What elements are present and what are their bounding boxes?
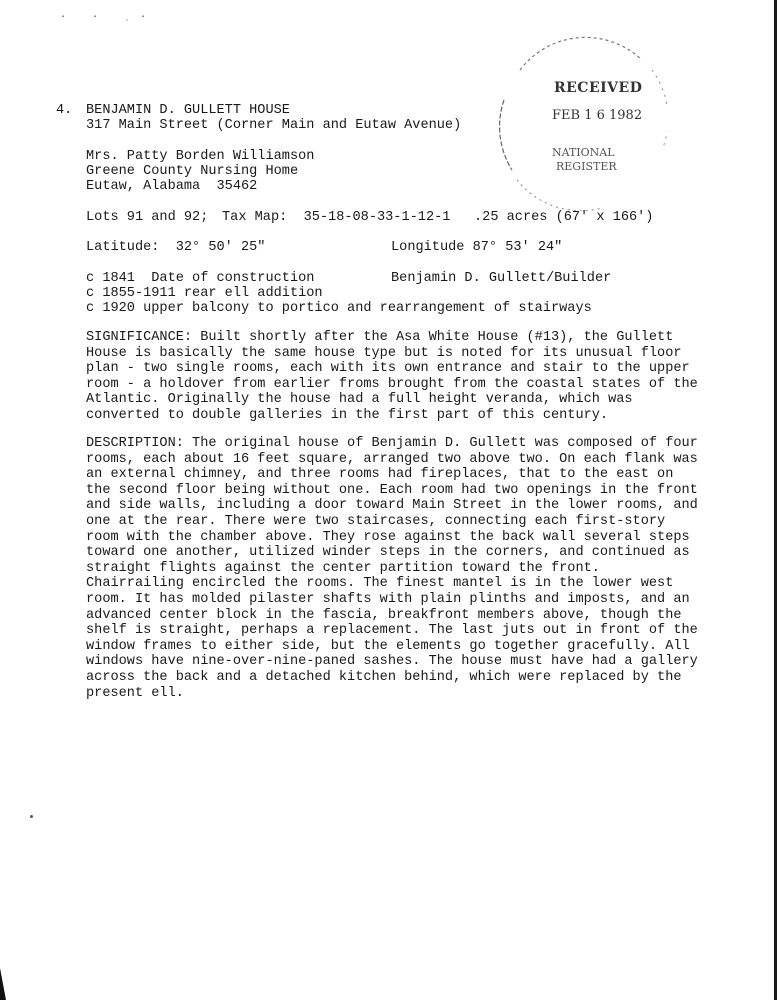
latitude: Latitude: 32° 50' 25"	[86, 240, 266, 255]
stamp-register: REGISTER	[556, 160, 617, 173]
owner-city: Eutaw, Alabama 35462	[86, 179, 258, 194]
entry-title: BENJAMIN D. GULLETT HOUSE	[86, 103, 290, 118]
stamp-national: NATIONAL	[552, 146, 615, 159]
stamp-received: RECEIVED	[554, 80, 643, 96]
significance-paragraph: SIGNIFICANCE: Built shortly after the Asa White House (#13), the Gullett House is basically the same house type but is noted for its unusual floor plan - two single rooms, each with its own entrance and stair to the upper room - a holdover from earlier froms brought from the coastal states of the Atlantic. Originally the house had a full height veranda, which was converted to double galleries in the first part of this century.	[86, 330, 698, 423]
description-paragraph: DESCRIPTION: The original house of Benjamin D. Gullett was composed of four rooms, each about 16 feet square, arranged two above two. On each flank was an external chimney, and three rooms had fireplaces, that to the east on the second floor being without one. Each room had two openings in the front and side walls, including a door toward Main Street in the lower rooms, and one at the rear. There were two staircases, connecting each first-story room with the chamber above. They rose against the back wall several steps toward one another, utilized winder steps in the corners, and continued as straight flights against the center partition toward the front. Chairrailing encircled the rooms. The finest mantel is in the lower west room. It has molded pilaster shafts with plain plinths and imposts, and an advanced center block in the fascia, breakfront members above, though the shelf is straight, perhaps a replacement. The last juts out in front of the window frames to either side, but the elements go together gracefully. All windows have nine-over-nine-paned sashes. The house must have had a gallery across the back and a detached kitchen behind, which were replaced by the present ell.	[86, 436, 698, 701]
owner-org: Greene County Nursing Home	[86, 164, 299, 179]
acreage: .25 acres (67' x 166')	[474, 210, 654, 225]
owner-name: Mrs. Patty Borden Williamson	[86, 149, 315, 164]
balcony-change: c 1920 upper balcony to portico and rearrangement of stairways	[86, 301, 592, 316]
stamp-date: FEB 1 6 1982	[552, 108, 643, 123]
scan-specks: · · ˌ·	[60, 12, 157, 23]
longitude: Longitude 87° 53' 24"	[391, 240, 563, 255]
entry-address: 317 Main Street (Corner Main and Eutaw Avenue)	[86, 118, 462, 133]
scan-speck	[30, 815, 33, 818]
entry-number: 4.	[56, 103, 73, 118]
tax-map: Tax Map: 35-18-08-33-1-12-1	[222, 210, 451, 225]
construction-date: c 1841 Date of construction	[86, 271, 315, 286]
builder: Benjamin D. Gullett/Builder	[391, 271, 612, 286]
ell-addition: c 1855-1911 rear ell addition	[86, 286, 323, 301]
scan-edge-left	[0, 968, 6, 1000]
lots-number: Lots 91 and 92;	[86, 210, 209, 225]
